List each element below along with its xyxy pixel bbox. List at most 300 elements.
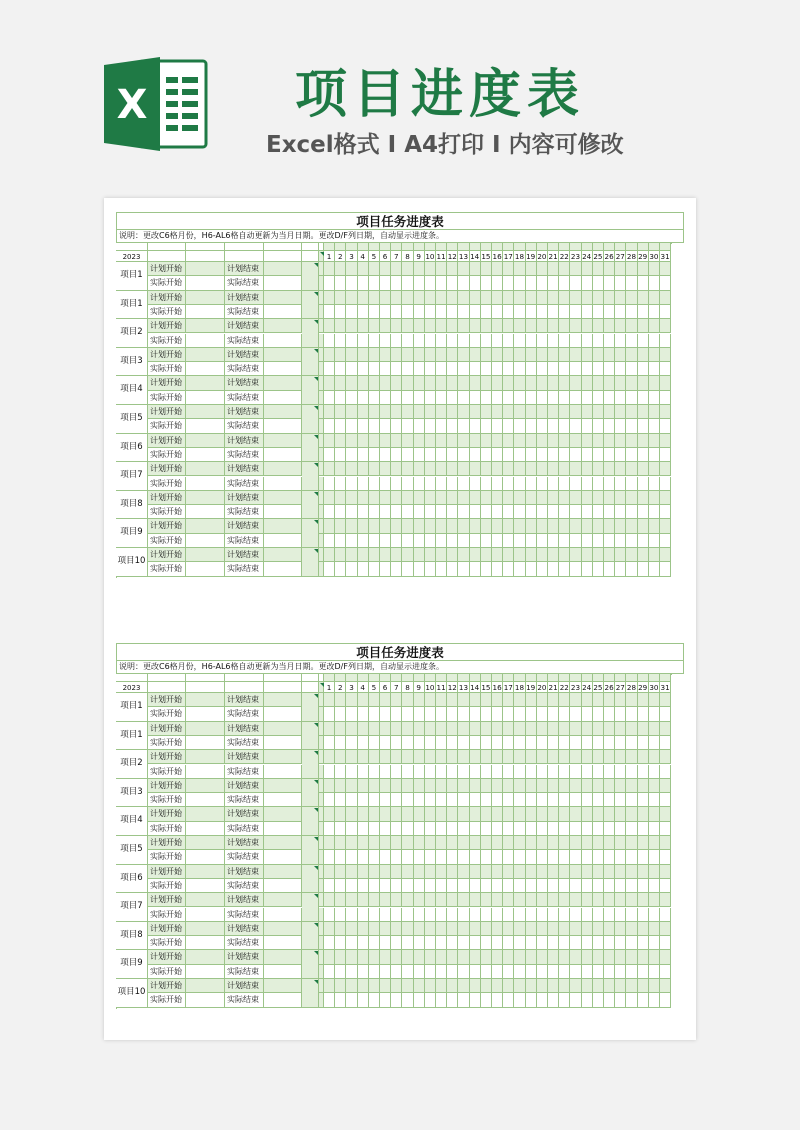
start-date-input[interactable] (186, 893, 225, 907)
progress-day-cell (593, 936, 604, 950)
start-date-input[interactable] (186, 865, 225, 879)
end-date-input[interactable] (264, 836, 302, 850)
start-date-input[interactable] (186, 922, 225, 936)
start-date-input[interactable] (186, 836, 225, 850)
end-date-input[interactable] (264, 707, 302, 721)
weekday-cell (425, 674, 436, 682)
progress-day-cell (481, 936, 492, 950)
progress-day-cell (458, 519, 469, 533)
progress-day-cell (570, 936, 581, 950)
progress-day-cell (626, 893, 637, 907)
progress-day-cell (548, 765, 559, 779)
start-label-cell: 计划开始 (148, 865, 186, 879)
end-label-cell: 实际结束 (225, 707, 264, 721)
progress-day-cell (346, 462, 357, 476)
progress-day-cell (391, 276, 402, 290)
progress-day-cell (436, 908, 447, 922)
end-date-input[interactable] (264, 334, 302, 348)
progress-day-cell (593, 534, 604, 548)
progress-day-cell (414, 965, 425, 979)
end-date-input[interactable] (264, 793, 302, 807)
weekday-cell (402, 243, 413, 251)
progress-day-cell (414, 462, 425, 476)
progress-day-cell (481, 319, 492, 333)
start-date-input[interactable] (186, 434, 225, 448)
start-date-input[interactable] (186, 519, 225, 533)
progress-day-cell (582, 291, 593, 305)
progress-day-cell (335, 908, 346, 922)
progress-day-cell (369, 334, 380, 348)
progress-day-cell (649, 462, 660, 476)
start-date-input[interactable] (186, 405, 225, 419)
year-cell[interactable]: 2023 (116, 682, 148, 693)
end-label-cell: 实际结束 (225, 305, 264, 319)
progress-day-cell (335, 965, 346, 979)
end-label-cell: 计划结束 (225, 807, 264, 821)
day-number-cell: 11 (436, 683, 446, 692)
progress-day-cell (391, 491, 402, 505)
start-date-input[interactable] (186, 722, 225, 736)
end-date-input[interactable] (264, 750, 302, 764)
start-date-input[interactable] (186, 305, 225, 319)
progress-day-cell (559, 807, 570, 821)
project-name-cell[interactable]: 项目6 (116, 434, 148, 463)
progress-day-cell (447, 491, 458, 505)
start-date-input[interactable] (186, 736, 225, 750)
start-date-input[interactable] (186, 505, 225, 519)
end-date-input[interactable] (264, 319, 302, 333)
progress-day-cell (402, 477, 413, 491)
project-name-cell[interactable]: 项目1 (116, 693, 148, 722)
end-date-input[interactable] (264, 722, 302, 736)
progress-day-cell (380, 305, 391, 319)
progress-day-cell (481, 276, 492, 290)
progress-day-cell (604, 793, 615, 807)
progress-day-cell (324, 936, 335, 950)
progress-day-cell (537, 419, 548, 433)
weekday-cell (649, 243, 660, 251)
start-date-input[interactable] (186, 262, 225, 276)
progress-day-cell (481, 993, 492, 1007)
progress-day-cell (324, 865, 335, 879)
day-number-cell: 5 (369, 251, 380, 262)
progress-day-cell (492, 707, 503, 721)
progress-day-cell (503, 908, 514, 922)
progress-day-cell (649, 765, 660, 779)
start-date-input[interactable] (186, 276, 225, 290)
start-date-input[interactable] (186, 993, 225, 1007)
progress-day-cell (335, 262, 346, 276)
progress-day-cell (425, 779, 436, 793)
end-date-input[interactable] (264, 979, 302, 993)
progress-day-cell (582, 319, 593, 333)
progress-day-cell (626, 562, 637, 576)
progress-day-cell (369, 936, 380, 950)
progress-day-cell (458, 979, 469, 993)
progress-day-cell (593, 391, 604, 405)
progress-day-cell (537, 505, 548, 519)
progress-day-cell (503, 505, 514, 519)
end-label-cell: 实际结束 (225, 362, 264, 376)
end-date-input[interactable] (264, 362, 302, 376)
progress-day-cell (324, 965, 335, 979)
progress-day-cell (548, 534, 559, 548)
progress-day-cell (481, 477, 492, 491)
progress-day-cell (660, 548, 671, 562)
comment-marker-icon (314, 894, 318, 898)
progress-day-cell (402, 765, 413, 779)
progress-day-cell (324, 319, 335, 333)
project-name-cell[interactable]: 项目8 (116, 491, 148, 520)
start-date-input[interactable] (186, 793, 225, 807)
day-number-cell: 7 (391, 682, 402, 693)
progress-day-cell (402, 922, 413, 936)
end-date-input[interactable] (264, 534, 302, 548)
end-date-input[interactable] (264, 562, 302, 576)
end-date-input[interactable] (264, 893, 302, 907)
progress-day-cell (425, 405, 436, 419)
start-date-input[interactable] (186, 979, 225, 993)
end-date-input[interactable] (264, 276, 302, 290)
weekday-cell (481, 674, 492, 682)
progress-day-cell (380, 491, 391, 505)
day-number-cell: 20 (537, 683, 547, 692)
progress-day-cell (626, 534, 637, 548)
progress-day-cell (626, 836, 637, 850)
progress-day-cell (335, 434, 346, 448)
start-label-cell: 计划开始 (148, 548, 186, 562)
end-date-input[interactable] (264, 434, 302, 448)
progress-day-cell (548, 779, 559, 793)
progress-day-cell (514, 548, 525, 562)
end-date-input[interactable] (264, 462, 302, 476)
day-number-cell: 28 (626, 683, 637, 692)
start-date-input[interactable] (186, 879, 225, 893)
progress-day-cell (514, 505, 525, 519)
progress-day-cell (391, 879, 402, 893)
progress-day-cell (425, 334, 436, 348)
progress-day-cell (425, 693, 436, 707)
progress-day-cell (570, 965, 581, 979)
progress-day-cell (414, 865, 425, 879)
project-name-cell[interactable]: 项目1 (116, 291, 148, 320)
start-date-input[interactable] (186, 291, 225, 305)
progress-day-cell (660, 519, 671, 533)
start-date-input[interactable] (186, 822, 225, 836)
start-date-input[interactable] (186, 462, 225, 476)
progress-day-cell (470, 993, 481, 1007)
progress-day-cell (638, 865, 649, 879)
start-date-input[interactable] (186, 693, 225, 707)
end-date-input[interactable] (264, 693, 302, 707)
progress-day-cell (414, 519, 425, 533)
start-date-input[interactable] (186, 950, 225, 964)
end-date-input[interactable] (264, 391, 302, 405)
progress-day-cell (548, 879, 559, 893)
start-date-input[interactable] (186, 750, 225, 764)
end-label-cell: 计划结束 (225, 405, 264, 419)
end-date-input[interactable] (264, 419, 302, 433)
progress-day-cell (492, 693, 503, 707)
start-date-input[interactable] (186, 491, 225, 505)
progress-day-cell (615, 448, 626, 462)
start-label-cell: 计划开始 (148, 722, 186, 736)
start-date-input[interactable] (186, 391, 225, 405)
end-label-cell: 实际结束 (225, 793, 264, 807)
progress-day-cell (582, 836, 593, 850)
start-date-input[interactable] (186, 348, 225, 362)
weekday-cell (481, 243, 492, 251)
start-date-input[interactable] (186, 534, 225, 548)
progress-day-cell (391, 391, 402, 405)
project-name-cell[interactable]: 项目4 (116, 376, 148, 405)
project-name-cell[interactable]: 项目1 (116, 722, 148, 751)
end-date-input[interactable] (264, 779, 302, 793)
progress-day-cell (570, 362, 581, 376)
end-date-input[interactable] (264, 448, 302, 462)
progress-day-cell (660, 893, 671, 907)
day-number-cell: 22 (559, 683, 569, 692)
start-date-input[interactable] (186, 908, 225, 922)
progress-day-cell (470, 291, 481, 305)
comment-marker-icon (314, 980, 318, 984)
table-note: 说明：更改C6格月份，H6-AL6格自动更新为当月日期。更改D/F列日期，自动显示进度条。 (116, 230, 684, 243)
progress-day-cell (391, 319, 402, 333)
end-label-cell: 计划结束 (225, 491, 264, 505)
progress-day-cell (436, 879, 447, 893)
progress-day-cell (593, 922, 604, 936)
project-name-cell[interactable]: 项目8 (116, 922, 148, 951)
progress-day-cell (626, 722, 637, 736)
end-date-input[interactable] (264, 865, 302, 879)
start-date-input[interactable] (186, 765, 225, 779)
progress-day-cell (436, 548, 447, 562)
progress-day-cell (492, 462, 503, 476)
start-date-input[interactable] (186, 562, 225, 576)
start-date-input[interactable] (186, 936, 225, 950)
end-date-input[interactable] (264, 993, 302, 1007)
progress-day-cell (402, 865, 413, 879)
weekday-cell (458, 243, 469, 251)
progress-day-cell (425, 319, 436, 333)
progress-day-cell (660, 334, 671, 348)
end-date-input[interactable] (264, 519, 302, 533)
start-date-input[interactable] (186, 419, 225, 433)
progress-day-cell (447, 291, 458, 305)
progress-day-cell (414, 922, 425, 936)
progress-day-cell (604, 391, 615, 405)
progress-day-cell (402, 391, 413, 405)
progress-day-cell (458, 807, 469, 821)
progress-day-cell (425, 965, 436, 979)
end-date-input[interactable] (264, 376, 302, 390)
progress-day-cell (593, 793, 604, 807)
year-cell[interactable]: 2023 (116, 251, 148, 262)
progress-day-cell (638, 262, 649, 276)
progress-day-cell (458, 822, 469, 836)
progress-day-cell (660, 376, 671, 390)
progress-day-cell (346, 807, 357, 821)
progress-day-cell (402, 965, 413, 979)
project-name-cell[interactable]: 项目9 (116, 950, 148, 979)
start-date-input[interactable] (186, 779, 225, 793)
progress-day-cell (391, 765, 402, 779)
progress-day-cell (626, 262, 637, 276)
progress-day-cell (514, 807, 525, 821)
progress-day-cell (660, 922, 671, 936)
end-date-input[interactable] (264, 922, 302, 936)
project-name-cell[interactable]: 项目7 (116, 462, 148, 491)
progress-day-cell (481, 348, 492, 362)
table-title: 项目任务进度表 (116, 643, 684, 661)
progress-day-cell (503, 562, 514, 576)
end-date-input[interactable] (264, 765, 302, 779)
end-date-input[interactable] (264, 950, 302, 964)
end-date-input[interactable] (264, 477, 302, 491)
start-date-input[interactable] (186, 362, 225, 376)
progress-day-cell (324, 836, 335, 850)
progress-day-cell (537, 807, 548, 821)
progress-day-cell (638, 519, 649, 533)
progress-day-cell (604, 362, 615, 376)
project-name-cell[interactable]: 项目6 (116, 865, 148, 894)
progress-day-cell (402, 950, 413, 964)
project-name-cell[interactable]: 项目10 (116, 979, 148, 1008)
progress-day-cell (414, 505, 425, 519)
progress-day-cell (526, 893, 537, 907)
project-name-cell[interactable]: 项目5 (116, 836, 148, 865)
progress-day-cell (582, 419, 593, 433)
progress-day-cell (615, 908, 626, 922)
progress-day-cell (447, 865, 458, 879)
project-name-cell[interactable]: 项目4 (116, 807, 148, 836)
project-name-cell[interactable]: 项目2 (116, 750, 148, 779)
progress-day-cell (548, 291, 559, 305)
progress-day-cell (346, 491, 357, 505)
progress-day-cell (582, 376, 593, 390)
end-date-input[interactable] (264, 491, 302, 505)
progress-day-cell (346, 391, 357, 405)
end-date-input[interactable] (264, 348, 302, 362)
progress-day-cell (346, 879, 357, 893)
progress-day-cell (503, 491, 514, 505)
start-label-cell: 计划开始 (148, 950, 186, 964)
progress-day-cell (604, 348, 615, 362)
progress-day-cell (570, 707, 581, 721)
start-date-input[interactable] (186, 850, 225, 864)
weekday-cell (582, 674, 593, 682)
start-date-input[interactable] (186, 807, 225, 821)
progress-day-cell (570, 979, 581, 993)
progress-day-cell (615, 965, 626, 979)
start-date-input[interactable] (186, 334, 225, 348)
progress-day-cell (593, 348, 604, 362)
start-date-input[interactable] (186, 707, 225, 721)
start-date-input[interactable] (186, 548, 225, 562)
start-label-cell: 实际开始 (148, 505, 186, 519)
progress-day-cell (526, 334, 537, 348)
progress-day-cell (626, 750, 637, 764)
end-date-input[interactable] (264, 305, 302, 319)
start-date-input[interactable] (186, 965, 225, 979)
progress-day-cell (548, 936, 559, 950)
progress-day-cell (526, 793, 537, 807)
end-date-input[interactable] (264, 505, 302, 519)
start-date-input[interactable] (186, 477, 225, 491)
progress-day-cell (660, 707, 671, 721)
start-date-input[interactable] (186, 448, 225, 462)
start-date-input[interactable] (186, 376, 225, 390)
project-name-cell[interactable]: 项目1 (116, 262, 148, 291)
progress-day-cell (548, 391, 559, 405)
project-name-cell[interactable]: 项目10 (116, 548, 148, 577)
project-name-cell[interactable]: 项目7 (116, 893, 148, 922)
day-number-cell: 24 (582, 683, 592, 692)
end-date-input[interactable] (264, 822, 302, 836)
end-date-input[interactable] (264, 879, 302, 893)
end-label-cell: 计划结束 (225, 548, 264, 562)
project-name-cell[interactable]: 项目5 (116, 405, 148, 434)
end-date-input[interactable] (264, 807, 302, 821)
end-date-input[interactable] (264, 965, 302, 979)
progress-day-cell (570, 836, 581, 850)
progress-day-cell (436, 822, 447, 836)
progress-day-cell (582, 305, 593, 319)
progress-day-cell (346, 965, 357, 979)
progress-day-cell (402, 419, 413, 433)
end-date-input[interactable] (264, 548, 302, 562)
end-date-input[interactable] (264, 936, 302, 950)
progress-day-cell (324, 893, 335, 907)
progress-day-cell (369, 477, 380, 491)
end-date-input[interactable] (264, 850, 302, 864)
progress-day-cell (414, 879, 425, 893)
day-number-cell: 16 (492, 683, 502, 692)
progress-day-cell (604, 779, 615, 793)
progress-day-cell (559, 405, 570, 419)
progress-day-cell (402, 879, 413, 893)
progress-day-cell (402, 276, 413, 290)
day-number-cell: 18 (514, 252, 525, 261)
progress-day-cell (593, 405, 604, 419)
progress-day-cell (492, 505, 503, 519)
progress-day-cell (570, 807, 581, 821)
end-date-input[interactable] (264, 736, 302, 750)
end-date-input[interactable] (264, 908, 302, 922)
progress-day-cell (481, 419, 492, 433)
day-number-cell: 23 (570, 252, 581, 261)
project-name-cell[interactable]: 项目2 (116, 319, 148, 348)
progress-day-cell (425, 850, 436, 864)
progress-day-cell (346, 434, 357, 448)
end-label-cell: 实际结束 (225, 534, 264, 548)
progress-day-cell (447, 965, 458, 979)
progress-day-cell (335, 334, 346, 348)
project-name-cell[interactable]: 项目3 (116, 348, 148, 377)
end-date-input[interactable] (264, 405, 302, 419)
progress-day-cell (447, 793, 458, 807)
project-name-cell[interactable]: 项目9 (116, 519, 148, 548)
progress-day-cell (593, 362, 604, 376)
progress-day-cell (335, 807, 346, 821)
project-name-cell[interactable]: 项目3 (116, 779, 148, 808)
day-number-cell: 8 (402, 682, 413, 693)
start-date-input[interactable] (186, 319, 225, 333)
end-date-input[interactable] (264, 262, 302, 276)
end-date-input[interactable] (264, 291, 302, 305)
progress-day-cell (582, 722, 593, 736)
weekday-cell (593, 243, 604, 251)
